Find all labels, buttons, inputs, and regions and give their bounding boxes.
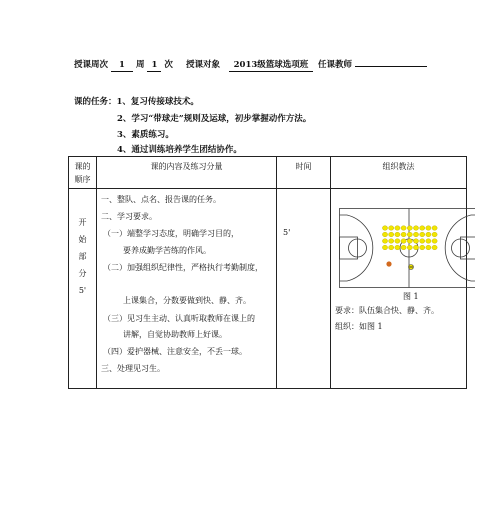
student-icon xyxy=(389,226,394,231)
student-icon xyxy=(432,232,437,237)
student-icon xyxy=(395,245,400,250)
student-icon xyxy=(395,239,400,244)
content-line-10: 三、处理见习生。 xyxy=(101,364,165,373)
stage-char-4: 分 xyxy=(78,269,87,278)
table-header-row xyxy=(69,157,467,189)
header-content: 课的内容及练习分量 xyxy=(97,157,277,189)
student-icon xyxy=(407,226,412,231)
content-line-2: 二、学习要求。 xyxy=(101,212,157,221)
student-icon xyxy=(432,226,437,231)
stage-char-2: 始 xyxy=(78,235,87,244)
content-line-5: （二）加强组织纪律性，严格执行考勤制度， xyxy=(103,263,263,272)
student-icon xyxy=(420,232,425,237)
target-line xyxy=(186,58,313,72)
tasks-label: 课的任务： xyxy=(74,97,117,107)
table-row xyxy=(69,189,467,389)
student-icon xyxy=(426,226,431,231)
header-order xyxy=(69,157,97,189)
student-icon xyxy=(432,239,437,244)
student-icon xyxy=(432,245,437,250)
header-order-line2: 顺序 xyxy=(74,174,91,184)
teacher-icon xyxy=(409,265,414,270)
student-icon xyxy=(395,226,400,231)
content-line-1: 一、整队、点名、报告课的任务。 xyxy=(101,195,221,204)
left-three-point-arc xyxy=(340,215,373,281)
content-line-3: （一）端整学习态度，明确学习目的， xyxy=(103,229,239,238)
method-line-1: 要求：队伍集合快、静、齐。 xyxy=(335,306,439,315)
student-icon xyxy=(420,239,425,244)
student-icon xyxy=(413,232,418,237)
session-unit: 次 xyxy=(164,60,173,70)
stage-char-3: 部 xyxy=(78,252,87,261)
student-icon xyxy=(395,232,400,237)
student-icon xyxy=(401,239,406,244)
student-icon xyxy=(401,226,406,231)
student-icon xyxy=(401,245,406,250)
content-line-4: 要养成勤学苦练的作风。 xyxy=(123,246,211,255)
student-icon xyxy=(389,245,394,250)
student-icon xyxy=(420,245,425,250)
student-icon xyxy=(420,226,425,231)
content-line-6: 上课集合，分数要做到快、静、齐。 xyxy=(123,296,251,305)
task-item-2: 2、学习“带球走”规则及运球，初步掌握动作方法。 xyxy=(117,114,312,124)
student-icon xyxy=(382,232,387,237)
content-cell xyxy=(97,189,277,389)
time-cell xyxy=(277,189,331,389)
student-formation xyxy=(382,226,437,250)
right-key xyxy=(461,237,476,259)
student-icon xyxy=(413,245,418,250)
lesson-table xyxy=(68,156,467,389)
header-line xyxy=(74,58,173,72)
student-icon xyxy=(401,232,406,237)
student-icon xyxy=(407,239,412,244)
header-time: 时间 xyxy=(277,157,331,189)
session-value: 1 xyxy=(147,60,161,72)
header-order-line1: 课的 xyxy=(74,161,91,171)
week-label: 授课周次 xyxy=(74,60,109,70)
figure-caption: 图 1 xyxy=(403,292,419,301)
teacher-line xyxy=(318,58,427,70)
task-item-1: 1、复习传接球技术。 xyxy=(116,97,199,107)
time-value: 5' xyxy=(283,228,291,237)
task-item-3: 3、素质练习。 xyxy=(117,130,174,140)
student-icon xyxy=(407,245,412,250)
student-icon xyxy=(426,232,431,237)
student-icon xyxy=(426,239,431,244)
target-label: 授课对象 xyxy=(186,60,221,70)
week-value: 1 xyxy=(111,60,133,72)
student-icon xyxy=(413,226,418,231)
student-icon xyxy=(407,232,412,237)
teacher-value xyxy=(355,66,427,67)
method-line-2: 组织：如图 1 xyxy=(335,322,383,331)
tasks-label-line xyxy=(74,95,199,107)
task-item-4: 4、通过训练培养学生团结协作。 xyxy=(117,145,242,155)
stage-duration: 5' xyxy=(78,286,87,295)
student-icon xyxy=(413,239,418,244)
stage-char-1: 开 xyxy=(78,218,87,227)
header-method: 组织教法 xyxy=(331,157,467,189)
method-cell xyxy=(331,189,467,389)
content-line-9: （四）爱护器械、注意安全，不丢一球。 xyxy=(103,347,247,356)
student-icon xyxy=(382,226,387,231)
student-icon xyxy=(426,245,431,250)
target-value: 2013级篮球选项班 xyxy=(229,60,313,72)
week-unit: 周 xyxy=(135,60,145,70)
court-diagram xyxy=(339,208,475,288)
content-line-8: 讲解，自觉协助教师上好课。 xyxy=(123,330,227,339)
content-line-7: （三）见习生主动、认真听取教师在课上的 xyxy=(103,314,255,323)
student-icon xyxy=(382,239,387,244)
student-icon xyxy=(389,239,394,244)
ball-icon xyxy=(386,261,391,266)
teacher-label: 任课教师 xyxy=(318,60,353,70)
stage-cell xyxy=(69,189,97,389)
student-icon xyxy=(382,245,387,250)
right-three-point-arc xyxy=(445,215,475,281)
student-icon xyxy=(389,232,394,237)
